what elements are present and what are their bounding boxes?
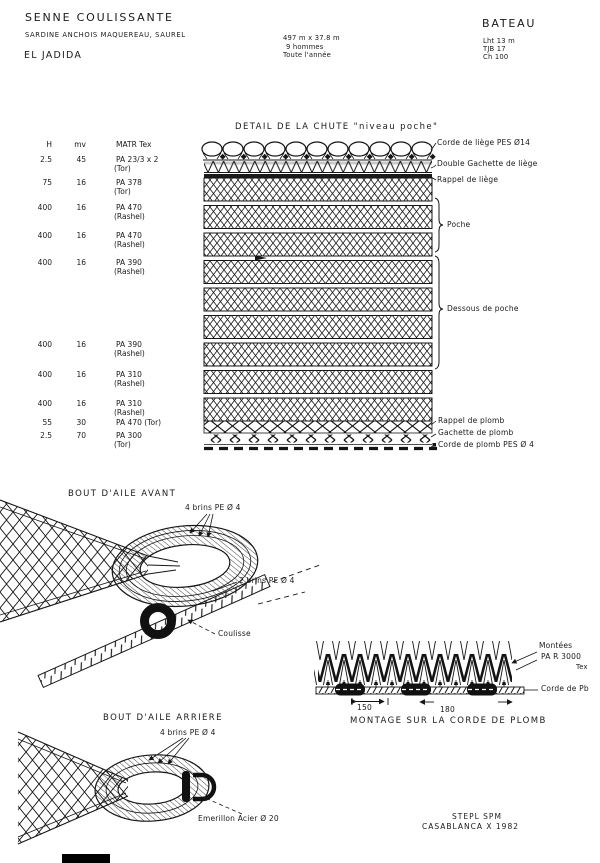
leadline-mounting-diagram [314,641,538,705]
cell-mat2: (Tor) [114,439,131,449]
gachette-liege-band [204,161,432,173]
footer-place-date: CASABLANCA X 1982 [422,822,519,831]
cell-h: 400 [37,203,52,212]
cell-h: 400 [37,258,52,267]
cell-mat: PA 378 [116,178,142,187]
boat-length: Lht 13 m [483,37,515,45]
coulisse-label: Coulisse [218,629,251,638]
section-braces [435,198,443,369]
cell-mv: 16 [76,231,86,240]
dimension-lines [352,698,512,705]
wing-rear-4brins-label: 4 brins PE Ø 4 [160,728,216,737]
cell-mv: 16 [76,203,86,212]
cell-h: 400 [37,370,52,379]
cell-mat: PA 310 [116,399,142,408]
purse-ring [145,608,172,635]
dim-150-label: 150 [357,703,372,712]
rappel-liege-band [204,174,432,178]
cell-mv: 16 [76,370,86,379]
cell-mat: PA 470 [116,231,142,240]
wing-rear-diagram [18,732,242,844]
plan-title: SENNE COULISSANTE [25,11,174,24]
poche-label: Poche [447,220,471,229]
cell-h: 75 [42,178,52,187]
cell-h: 400 [37,340,52,349]
cell-mv: 45 [76,155,86,164]
scan-artifact [62,854,110,863]
double-gachette-label: Double Gachette de liège [437,159,538,168]
leadline-rows [204,421,437,449]
cell-mv: 30 [76,418,86,427]
dim-180-label: 180 [440,705,455,714]
cell-mat2: (Rashel) [114,266,145,276]
cell-mat: PA 300 [116,431,142,440]
species-subtitle: SARDINE ANCHOIS MAQUEREAU, SAUREL [25,31,186,39]
dessous-poche-label: Dessous de poche [447,304,519,313]
corde-plomb-label: Corde de plomb PES Ø 4 [438,440,535,449]
cell-mat2: (Rashel) [114,378,145,388]
boat-power: Ch 100 [483,53,509,61]
wing-rear-loop [93,751,211,825]
cell-mat: PA 390 [116,340,142,349]
cell-mv: 16 [76,340,86,349]
montees-label-1: Montées [539,641,573,650]
leadline-leaders [512,652,538,690]
gachette-plomb-label: Gachette de plomb [438,428,514,437]
wing-front-title: BOUT D'AILE AVANT [68,489,177,499]
cell-mat2: (Rashel) [114,211,145,221]
wing-front-2brins-label: 2 brins PE Ø 4 [239,576,295,585]
cell-mat2: (Rashel) [114,407,145,417]
col-header-h: H [46,140,52,149]
mesh-panels [204,178,432,421]
wing-rear-title: BOUT D'AILE ARRIERE [103,713,223,723]
season-label: Toute l'année [283,51,331,59]
wing-front-4brins-label: 4 brins PE Ø 4 [185,503,241,512]
col-header-mv: mv [74,140,86,149]
port-label: EL JADIDA [24,50,83,61]
leadline-caption: MONTAGE SUR LA CORDE DE PLOMB [350,716,547,726]
cell-mat: PA 470 (Tor) [116,418,162,427]
boat-tonnage: TJB 17 [483,45,506,53]
cell-h: 2.5 [40,431,52,440]
cell-mat: PA 390 [116,258,142,267]
montees-label-2: PA R 3000 [541,652,582,661]
chute-diagram [202,142,443,449]
rappel-liege-label: Rappel de liège [437,175,499,184]
footer-org: STEPL SPM [452,812,502,821]
wing-front-diagram [0,500,320,687]
boat-title: BATEAU [482,17,537,30]
cell-h: 55 [42,418,52,427]
cell-mat: PA 470 [116,203,142,212]
corde-pb-label: Corde de Pb [541,684,589,693]
cell-mv: 16 [76,178,86,187]
crew-label: 9 hommes [286,43,324,51]
emerillon-label: Emerillon Acier Ø 20 [198,814,279,823]
cell-h: 2.5 [40,155,52,164]
cork-line-label: Corde de liège PES Ø14 [437,138,531,147]
cell-mat2: (Rashel) [114,348,145,358]
cell-mat2: (Tor) [114,186,131,196]
cell-mat: PA 23/3 x 2 [116,155,159,164]
cell-h: 400 [37,231,52,240]
col-header-mat: MATR Tex [116,140,152,149]
cork-line-row [202,142,436,160]
cell-mat2: (Tor) [114,163,131,173]
chute-title: DETAIL DE LA CHUTE "niveau poche" [235,122,439,132]
cell-mv: 70 [76,431,86,440]
corde-plomb-bullet [433,443,437,447]
lead-weights [335,684,497,696]
cell-mv: 16 [76,399,86,408]
cell-mv: 16 [76,258,86,267]
cell-h: 400 [37,399,52,408]
rappel-plomb-label: Rappel de plomb [438,416,505,425]
net-dimensions: 497 m x 37.8 m [283,34,340,42]
montees-label-3: Tex [576,663,588,671]
cell-mat2: (Rashel) [114,239,145,249]
cell-mat: PA 310 [116,370,142,379]
